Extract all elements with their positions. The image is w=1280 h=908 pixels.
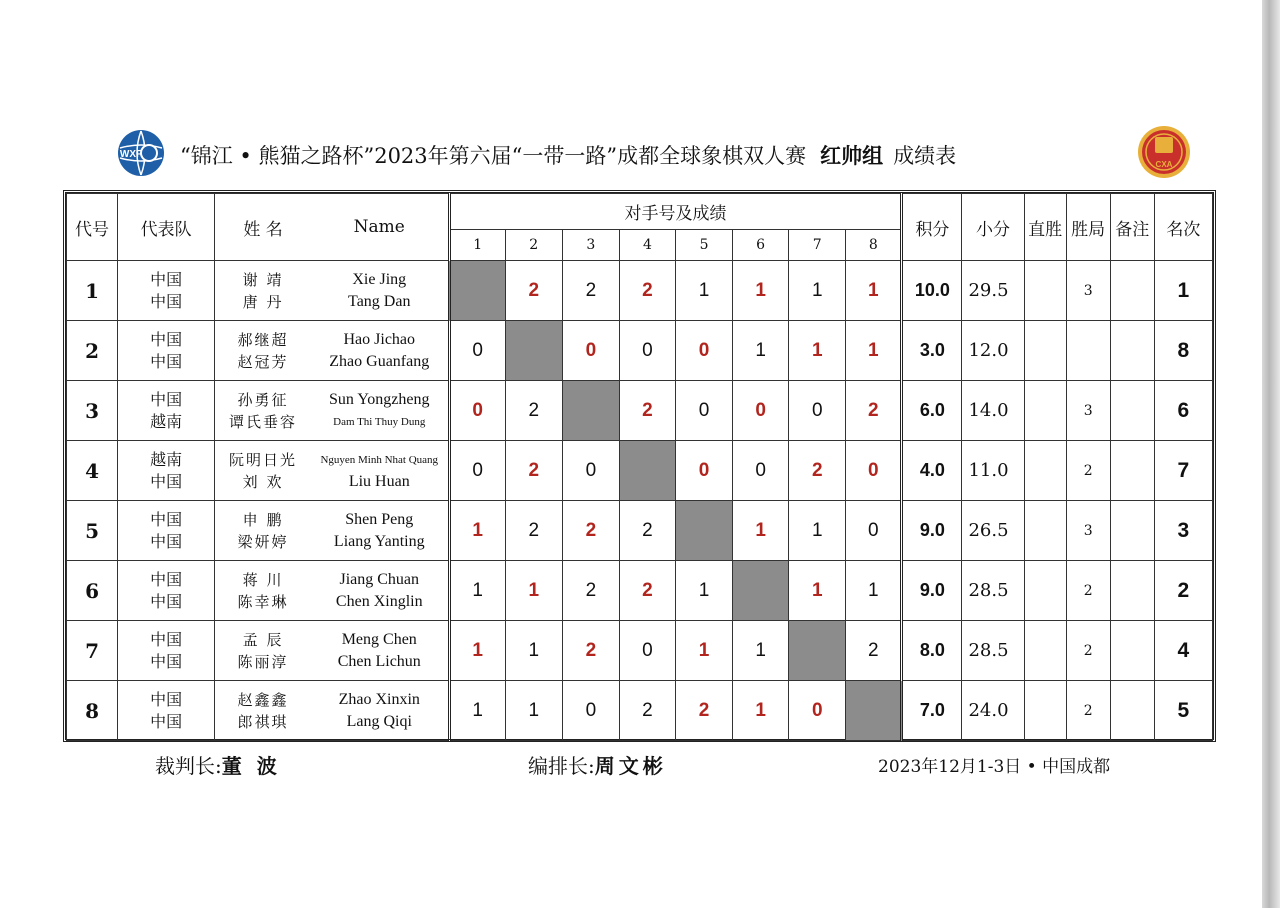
player-name-cn: 郎祺琪 [237,712,289,731]
score-cell: 1 [846,261,902,321]
player-name-cn: 梁妍婷 [237,532,289,551]
row-minor: 24.0 [962,681,1024,741]
row-wins: 2 [1066,681,1110,741]
team-line: 越南 [150,411,183,431]
score-cell: 0 [562,441,619,501]
row-points: 8.0 [902,621,962,681]
header-name-en: Name [311,194,449,261]
player-name-en: Tang Dan [348,292,411,310]
player-name-en: Meng Chen [341,630,417,648]
score-cell: 1 [846,321,902,381]
player-name-en: Zhao Guanfang [329,352,430,370]
title-group: 红帅组 [820,143,884,168]
score-cell: 0 [789,681,846,741]
score-cell: 2 [562,501,619,561]
score-cell: 1 [449,501,505,561]
player-name-cn: 孟 辰 [242,630,284,649]
score-cell: 2 [562,561,619,621]
team-line: 中国 [150,591,183,611]
player-name-cn: 谭氏垂容 [229,412,298,431]
title-suffix: 成绩表 [893,144,957,168]
table-row [67,621,1213,681]
row-rank: 8 [1154,321,1212,381]
row-team [118,501,215,561]
score-cell: 1 [789,321,846,381]
row-code: 8 [67,681,118,741]
row-remarks [1110,501,1154,561]
score-cell: 0 [789,381,846,441]
self-cell [789,621,846,681]
row-rank: 5 [1154,681,1212,741]
row-name-cn [215,621,311,681]
arbiter-label: 编排长: [528,754,595,778]
header-wins: 胜局 [1066,194,1110,261]
player-name-en: Hao Jichao [343,330,416,348]
row-minor: 14.0 [962,381,1024,441]
score-cell: 0 [676,321,733,381]
player-name-en: Dam Thi Thuy Dung [333,415,426,428]
row-name-en [311,441,449,501]
row-remarks [1110,261,1154,321]
row-direct [1024,681,1066,741]
svg-text:CXA: CXA [1155,160,1173,169]
team-line: 中国 [150,351,183,371]
score-cell: 1 [505,681,562,741]
score-cell: 1 [676,621,733,681]
row-name-en [311,261,449,321]
row-code: 4 [67,441,118,501]
opponent-number: 1 [449,230,505,261]
player-name-cn: 阮明日光 [229,450,298,469]
player-name-cn: 申 鹏 [242,510,284,529]
player-name-en: Chen Xinglin [335,592,423,610]
score-cell: 1 [789,261,846,321]
score-cell: 0 [562,681,619,741]
row-code: 2 [67,321,118,381]
row-direct [1024,321,1066,381]
table-row [67,261,1213,321]
table-row [67,381,1213,441]
row-name-en [311,681,449,741]
row-minor: 26.5 [962,501,1024,561]
date-place: 2023年12月1-3日 • 中国成都 [878,757,1111,777]
row-code: 3 [67,381,118,441]
row-rank: 2 [1154,561,1212,621]
player-name-en: Chen Lichun [337,652,421,670]
player-name-cn: 孙勇征 [237,390,289,409]
score-cell: 0 [449,381,505,441]
score-cell: 0 [562,321,619,381]
player-name-cn: 赵鑫鑫 [237,690,289,709]
arbiter-line [528,750,667,780]
self-cell [619,441,675,501]
header-name-cn: 姓 名 [215,194,311,261]
score-cell: 1 [733,321,789,381]
score-cell: 0 [449,321,505,381]
row-team [118,441,215,501]
opponent-number: 8 [846,230,902,261]
table-row [67,441,1213,501]
row-rank: 7 [1154,441,1212,501]
header-rank: 名次 [1154,194,1212,261]
score-cell: 1 [449,681,505,741]
title-bar [112,122,1202,184]
score-cell: 0 [846,441,902,501]
header-remarks: 备注 [1110,194,1154,261]
score-cell: 1 [449,621,505,681]
score-cell: 2 [619,501,675,561]
score-cell: 0 [449,441,505,501]
score-cell: 0 [676,441,733,501]
self-cell [505,321,562,381]
team-line: 中国 [150,389,183,409]
player-name-cn: 唐 丹 [242,292,284,311]
player-name-en: Liu Huan [348,472,410,490]
opponent-number: 3 [562,230,619,261]
team-line: 中国 [150,471,183,491]
team-line: 中国 [150,711,183,731]
referee-name: 董 波 [221,754,281,778]
results-body [67,261,1213,741]
score-cell: 2 [505,501,562,561]
opponent-number: 6 [733,230,789,261]
row-wins: 2 [1066,621,1110,681]
arbiter-name: 周文彬 [594,754,667,778]
score-cell: 2 [562,621,619,681]
row-name-cn [215,441,311,501]
row-name-cn [215,561,311,621]
score-cell: 2 [505,381,562,441]
header-code: 代号 [67,194,118,261]
row-remarks [1110,321,1154,381]
row-rank: 4 [1154,621,1212,681]
header-opponents: 对手号及成绩 [449,194,902,230]
score-cell: 0 [733,381,789,441]
score-cell: 2 [619,681,675,741]
score-cell: 2 [562,261,619,321]
row-points: 9.0 [902,501,962,561]
header-minor: 小分 [962,194,1024,261]
row-direct [1024,561,1066,621]
row-code: 6 [67,561,118,621]
page-title [180,140,956,170]
score-cell: 2 [846,381,902,441]
player-name-en: Xie Jing [352,270,407,288]
score-cell: 1 [733,501,789,561]
row-minor: 29.5 [962,261,1024,321]
row-wins: 3 [1066,261,1110,321]
row-minor: 28.5 [962,621,1024,681]
cxa-logo [1136,124,1192,180]
row-wins [1066,321,1110,381]
header-team: 代表队 [118,194,215,261]
header-row [67,194,1213,230]
row-wins: 2 [1066,561,1110,621]
row-code: 7 [67,621,118,681]
self-cell [449,261,505,321]
player-name-cn: 郝继超 [237,330,289,349]
referee-label: 裁判长: [155,754,222,778]
row-remarks [1110,561,1154,621]
row-rank: 1 [1154,261,1212,321]
referee-line [155,750,281,780]
opponent-number: 2 [505,230,562,261]
header-direct: 直胜 [1024,194,1066,261]
svg-text:WXF: WXF [119,149,143,160]
row-remarks [1110,681,1154,741]
row-team [118,321,215,381]
row-rank: 3 [1154,501,1212,561]
team-line: 中国 [150,531,183,551]
score-cell: 1 [789,561,846,621]
player-name-cn: 陈丽淳 [237,652,289,671]
row-rank: 6 [1154,381,1212,441]
player-name-cn: 蒋 川 [242,570,284,589]
team-line: 中国 [150,629,183,649]
row-minor: 28.5 [962,561,1024,621]
row-name-en [311,321,449,381]
team-line: 中国 [150,291,183,311]
page-edge-shadow [1262,0,1280,908]
row-wins: 3 [1066,501,1110,561]
row-team [118,261,215,321]
row-remarks [1110,441,1154,501]
score-cell: 2 [505,261,562,321]
row-name-cn [215,321,311,381]
score-cell: 1 [505,561,562,621]
wxf-logo [116,128,166,178]
score-cell: 1 [733,681,789,741]
score-cell: 1 [733,621,789,681]
score-cell: 1 [789,501,846,561]
score-cell: 2 [505,441,562,501]
score-cell: 1 [505,621,562,681]
team-line: 中国 [150,329,183,349]
row-name-cn [215,381,311,441]
player-name-cn: 赵冠芳 [237,352,289,371]
row-team [118,621,215,681]
team-line: 越南 [150,449,183,469]
player-name-en: Nguyen Minh Nhat Quang [320,453,439,466]
score-cell: 2 [846,621,902,681]
score-cell: 0 [619,321,675,381]
row-code: 1 [67,261,118,321]
player-name-cn: 陈幸琳 [237,592,289,611]
opponent-number: 7 [789,230,846,261]
team-line: 中国 [150,509,183,529]
self-cell [562,381,619,441]
player-name-en: Sun Yongzheng [329,390,430,408]
player-name-en: Shen Peng [345,510,414,528]
score-cell: 1 [846,561,902,621]
row-points: 3.0 [902,321,962,381]
header-points: 积分 [902,194,962,261]
results-table [66,193,1213,741]
row-points: 6.0 [902,381,962,441]
score-cell: 1 [733,261,789,321]
row-minor: 11.0 [962,441,1024,501]
row-code: 5 [67,501,118,561]
row-direct [1024,441,1066,501]
score-cell: 0 [676,381,733,441]
opponent-number: 5 [676,230,733,261]
player-name-en: Zhao Xinxin [338,690,420,708]
table-row [67,321,1213,381]
row-team [118,381,215,441]
row-points: 4.0 [902,441,962,501]
score-cell: 1 [676,261,733,321]
row-points: 10.0 [902,261,962,321]
row-name-cn [215,681,311,741]
row-name-cn [215,501,311,561]
score-cell: 0 [846,501,902,561]
row-team [118,681,215,741]
opponent-number: 4 [619,230,675,261]
player-name-en: Jiang Chuan [339,570,420,588]
row-wins: 3 [1066,381,1110,441]
team-line: 中国 [150,569,183,589]
row-points: 9.0 [902,561,962,621]
row-direct [1024,621,1066,681]
row-remarks [1110,381,1154,441]
self-cell [676,501,733,561]
row-direct [1024,501,1066,561]
row-name-en [311,561,449,621]
player-name-en: Liang Yanting [333,532,425,550]
table-row [67,501,1213,561]
player-name-cn: 刘 欢 [242,472,284,491]
score-cell: 2 [676,681,733,741]
row-name-cn [215,261,311,321]
player-name-cn: 谢 靖 [242,270,284,289]
score-cell: 2 [619,261,675,321]
row-team [118,561,215,621]
row-name-en [311,621,449,681]
table-row [67,561,1213,621]
score-cell: 2 [619,381,675,441]
row-minor: 12.0 [962,321,1024,381]
row-wins: 2 [1066,441,1110,501]
row-remarks [1110,621,1154,681]
player-name-en: Lang Qiqi [346,712,412,730]
results-table-frame [63,190,1216,742]
team-line: 中国 [150,269,183,289]
score-cell: 2 [789,441,846,501]
row-name-en [311,381,449,441]
self-cell [733,561,789,621]
row-points: 7.0 [902,681,962,741]
score-cell: 2 [619,561,675,621]
team-line: 中国 [150,651,183,671]
self-cell [846,681,902,741]
row-direct [1024,261,1066,321]
row-name-en [311,501,449,561]
score-cell: 1 [676,561,733,621]
title-main: “锦江 • 熊猫之路杯”2023年第六届“一带一路”成都全球象棋双人赛 [180,144,807,168]
score-cell: 0 [619,621,675,681]
team-line: 中国 [150,689,183,709]
row-direct [1024,381,1066,441]
score-cell: 0 [733,441,789,501]
table-row [67,681,1213,741]
score-cell: 1 [449,561,505,621]
